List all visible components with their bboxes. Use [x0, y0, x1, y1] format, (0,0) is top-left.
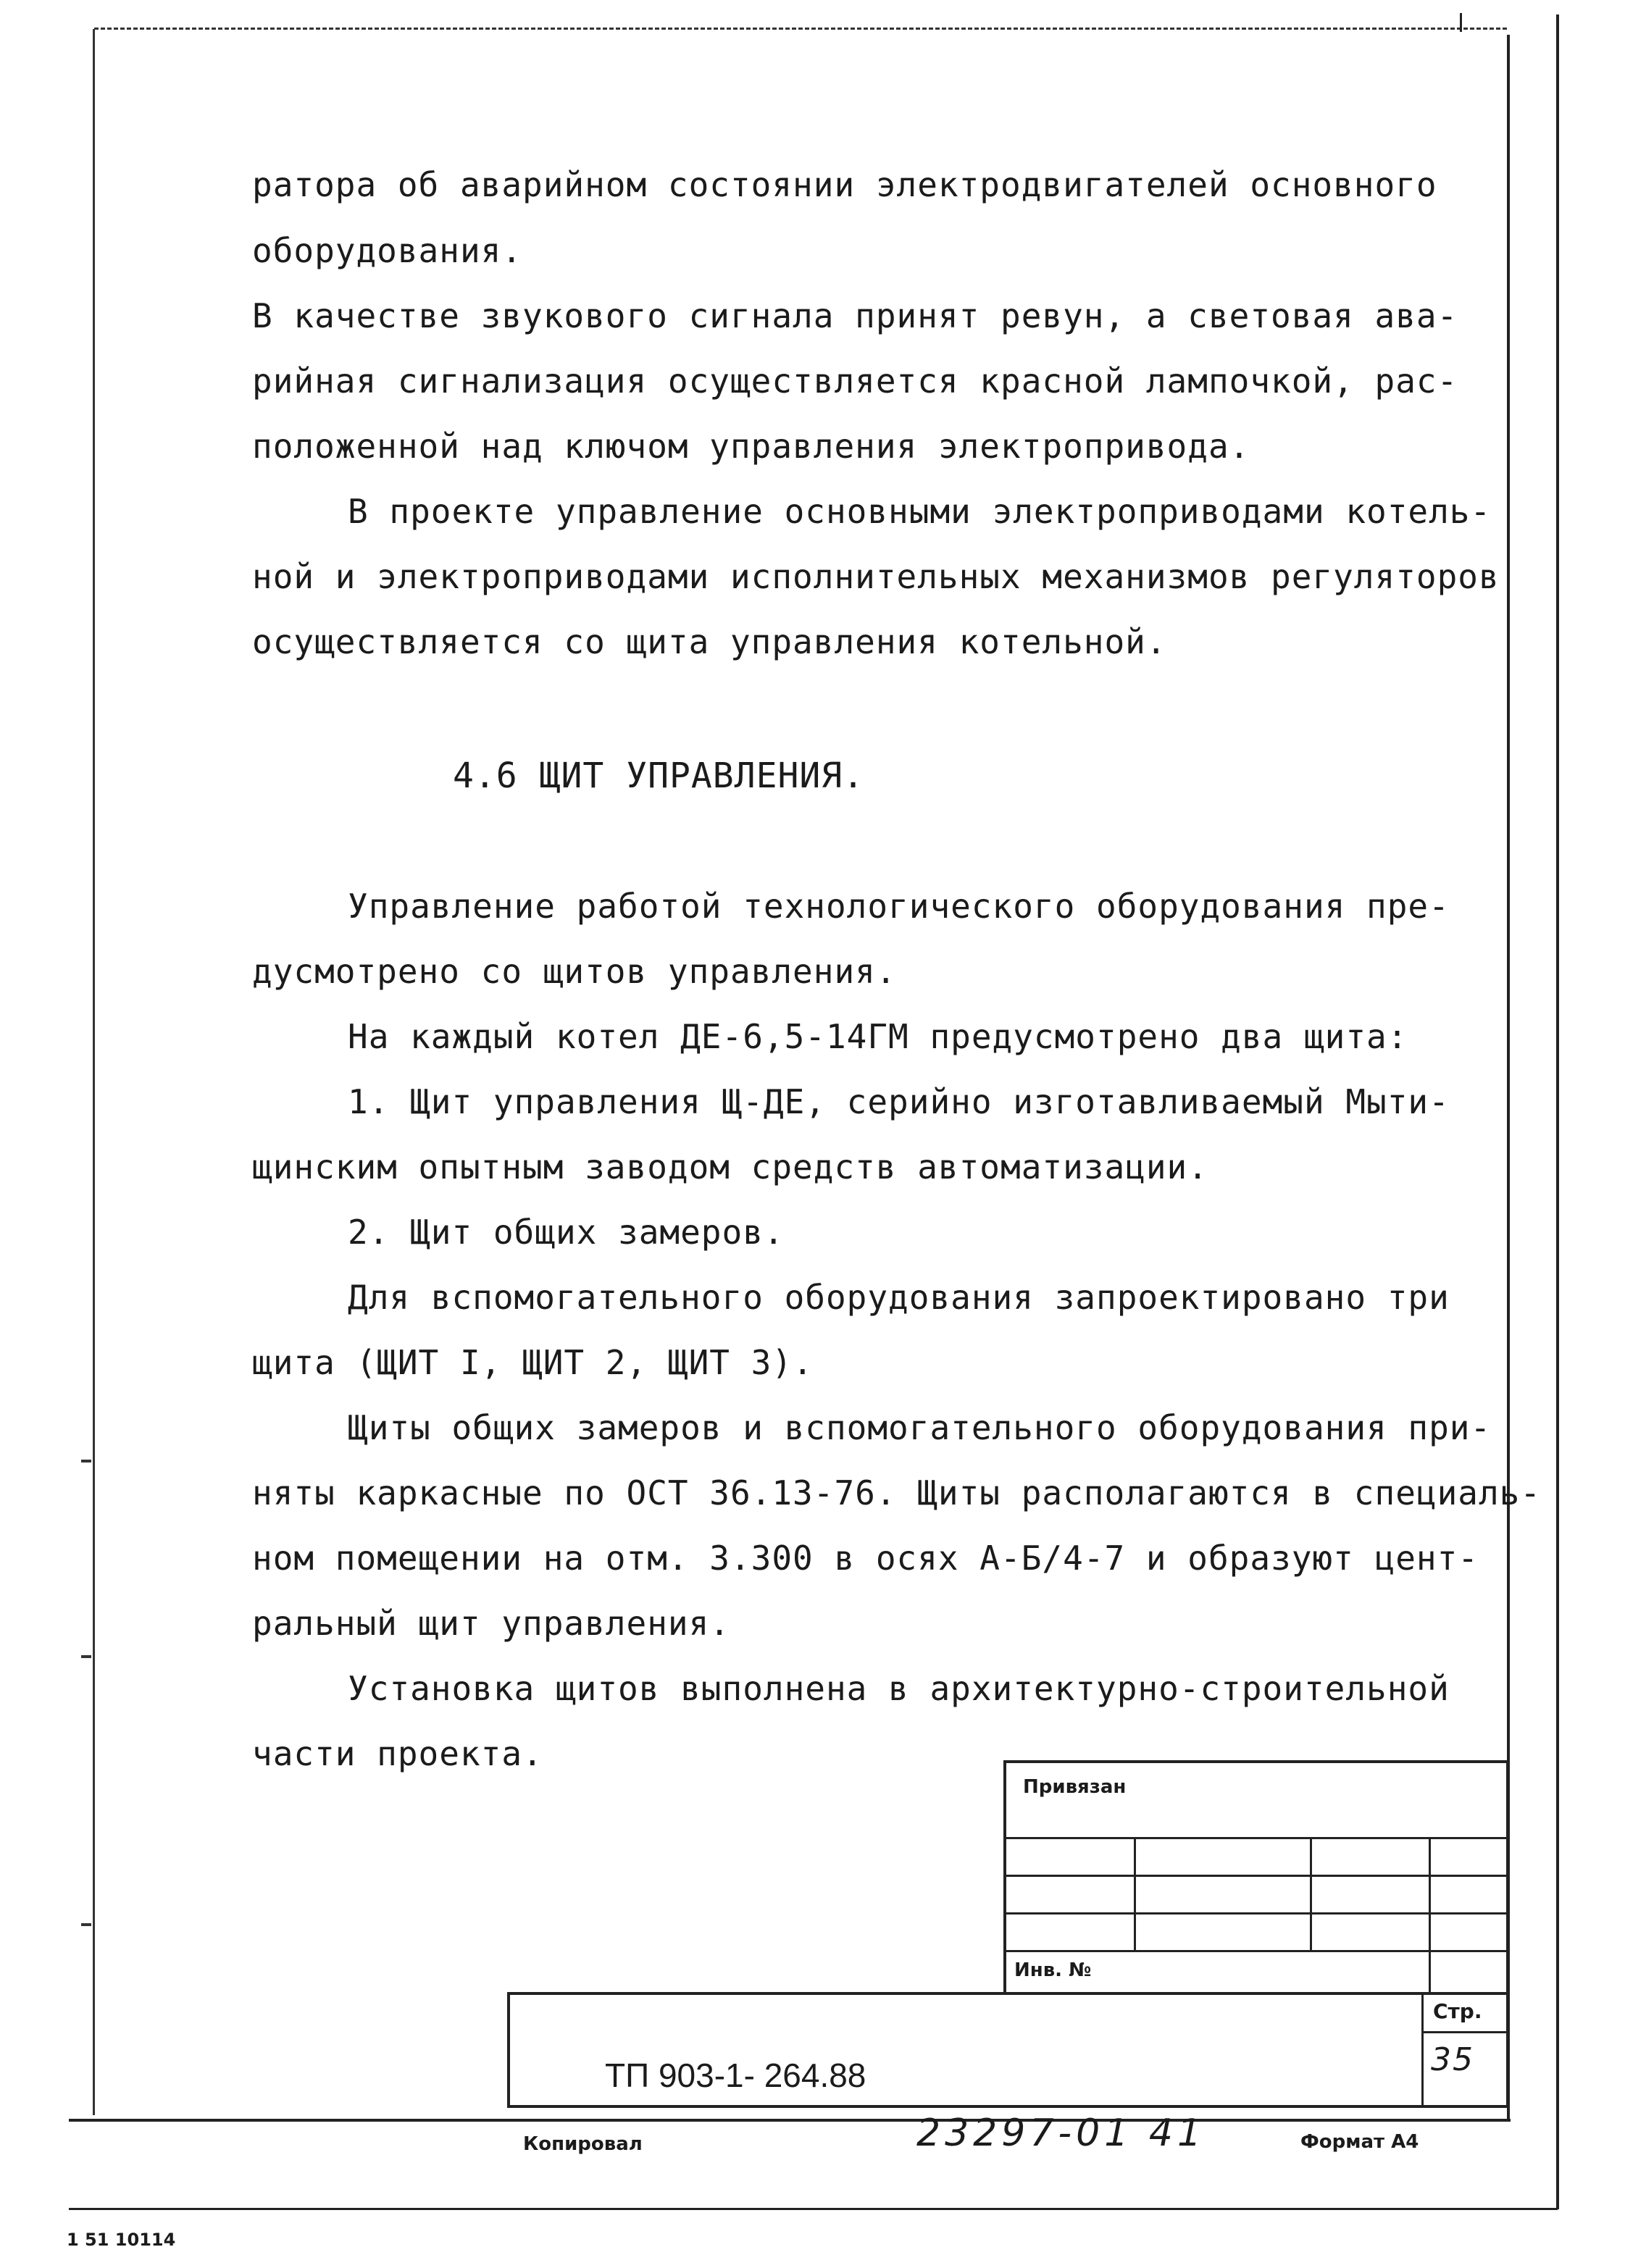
- paragraph-line: ратора об аварийном состоянии электродвигателей основного: [252, 165, 1437, 204]
- paragraph-line: В проекте управление основными электроприводами котель-: [348, 492, 1492, 531]
- page-label: Стр.: [1433, 1999, 1482, 2023]
- section-heading: 4.6 ЩИТ УПРАВЛЕНИЯ.: [453, 756, 865, 796]
- section-line: Для вспомогательного оборудования запроектировано три: [348, 1278, 1450, 1317]
- page-number: 35: [1431, 2041, 1474, 2078]
- section-line: ральный щит управления.: [252, 1604, 730, 1643]
- paragraph-line: В качестве звукового сигнала принят ревун, а световая ава-: [252, 296, 1458, 335]
- frame-outer-bottom-line: [69, 2208, 1558, 2210]
- frame-top-line: [94, 28, 1507, 30]
- corner-mark: [1460, 13, 1462, 32]
- document-code: ТП 903-1- 264.88: [605, 2056, 866, 2094]
- section-line: Управление работой технологического оборудования пре-: [348, 887, 1450, 926]
- inv-no-label: Инв. №: [1014, 1959, 1092, 1981]
- frame-left-line: [93, 29, 95, 2115]
- paragraph-line: положенной над ключом управления электропривода.: [252, 427, 1250, 466]
- format-label: Формат А4: [1300, 2131, 1419, 2153]
- handwritten-number: 23297-01 41: [916, 2112, 1206, 2155]
- section-line: 2. Щит общих замеров.: [348, 1213, 785, 1252]
- paragraph-line: ной и электроприводами исполнительных механизмов регуляторов: [252, 557, 1500, 596]
- section-line: щита (ЩИТ I, ЩИТ 2, ЩИТ 3).: [252, 1343, 814, 1382]
- section-line: щинским опытным заводом средств автоматизации.: [252, 1147, 1208, 1187]
- paragraph-line: рийная сигнализация осуществляется красной лампочкой, рас-: [252, 361, 1458, 401]
- section-line: Щиты общих замеров и вспомогательного оборудования при-: [348, 1408, 1492, 1447]
- copied-by-label: Копировал: [523, 2133, 643, 2155]
- section-line: Установка щитов выполнена в архитектурно-строительной: [348, 1669, 1450, 1708]
- section-line: На каждый котел ДЕ-6,5-14ГМ предусмотрено два щита:: [348, 1017, 1408, 1056]
- section-line: дусмотрено со щитов управления.: [252, 952, 897, 991]
- section-line: ном помещении на отм. 3.300 в осях А-Б/4-7 и образуют цент-: [252, 1539, 1479, 1578]
- frame-bottom-line: [69, 2119, 1511, 2122]
- section-line: 1. Щит управления Щ-ДЕ, серийно изготавливаемый Мыти-: [348, 1082, 1450, 1121]
- paragraph-line: осуществляется со щита управления котельной.: [252, 622, 1167, 661]
- paragraph-line: оборудования.: [252, 231, 523, 270]
- frame-outer-right-line: [1556, 14, 1559, 2209]
- section-line: части проекта.: [252, 1734, 543, 1773]
- print-mark: 1 51 10114: [67, 2230, 176, 2250]
- section-line: няты каркасные по ОСТ 36.13-76. Щиты располагаются в специаль-: [252, 1473, 1542, 1512]
- privyazan-label: Привязан: [1023, 1776, 1127, 1798]
